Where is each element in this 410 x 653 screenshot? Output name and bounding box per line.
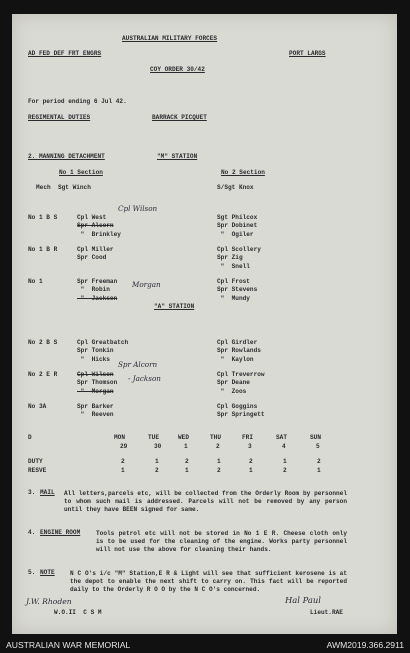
m-station-crew-member: Cpl West	[77, 214, 107, 221]
org-heading: AUSTRALIAN MILITARY FORCES	[122, 35, 218, 42]
lieut-rank: Lieut.RAE	[310, 609, 343, 616]
barrack-picquet: BARRACK PICQUET	[152, 114, 207, 121]
a-station-crew-member: Spr Barker	[77, 403, 114, 410]
footer-source: AUSTRALIAN WAR MEMORIAL	[6, 640, 131, 650]
m-station-post-label: No 1 B R	[28, 246, 58, 253]
a-station-crew-member: Spr Tonkin	[77, 347, 114, 355]
sgt-knox: S/Sgt Knox	[217, 184, 254, 191]
day-header: TUE	[148, 434, 159, 441]
m-station-crew-member: " Jackson	[77, 294, 118, 302]
m-station-relief-member: Spr Dobinet	[217, 222, 258, 230]
a-station-crew-member: Spr Thomson	[77, 379, 118, 387]
m-station-post-label: No 1	[28, 278, 43, 285]
duty-count: 1	[155, 458, 159, 465]
signature-right: Hal Paul	[285, 595, 321, 605]
duty-count: 2	[121, 458, 125, 465]
section-2-heading: No 2 Section	[221, 169, 265, 176]
reserve-count: 2	[217, 467, 221, 474]
day-header: SAT	[276, 434, 287, 441]
duty-count: 2	[249, 458, 253, 465]
note-number: 3.	[28, 489, 36, 496]
m-station-relief-member: Cpl Scollery	[217, 246, 261, 253]
reserve-count: 1	[185, 467, 189, 474]
m-station-relief-member: " Ogiler	[217, 230, 254, 238]
day-date: 1	[184, 443, 188, 450]
note-title: MAIL	[40, 489, 55, 496]
day-date: 30	[154, 443, 162, 450]
a-station-crew-member: " Reeven	[77, 411, 114, 419]
reserve-count: 2	[283, 467, 287, 474]
note-title: NOTE	[40, 569, 55, 576]
unit-name: AD FED DEF FRT ENGRS	[28, 50, 102, 57]
reserve-count: 1	[317, 467, 321, 474]
a-station-crew-member: Cpl Wilson	[77, 371, 114, 378]
signature-left: J.W. Rhoden	[26, 597, 72, 606]
handwritten-morgan: Morgan	[132, 280, 161, 289]
detachment-heading: 2. MANNING DETACHMENT	[28, 153, 105, 160]
a-station-crew-member: " Hicks	[77, 355, 110, 363]
a-station-relief-member: Spr Springett	[217, 411, 265, 419]
duty-count: 2	[317, 458, 321, 465]
m-station-crew-member: " Robin	[77, 286, 110, 294]
m-station-relief-member: " Mundy	[217, 294, 250, 302]
reserve-count: 1	[121, 467, 125, 474]
reserve-count: 2	[155, 467, 159, 474]
m-station-relief-member: " Snell	[217, 262, 250, 270]
duty-count: 2	[185, 458, 189, 465]
a-station-heading: "A" STATION	[154, 303, 195, 310]
period-line: For period ending 6 Jul 42.	[28, 98, 127, 105]
a-station-relief-member: Spr Rowlands	[217, 347, 261, 355]
m-station-crew-member: Spr Alcorn	[77, 222, 114, 230]
day-header: MON	[114, 434, 125, 441]
note-number: 5.	[28, 569, 36, 576]
m-station-relief-member: Spr Zig	[217, 254, 243, 262]
section-1-heading: No 1 Section	[59, 169, 103, 176]
note-number: 4.	[28, 529, 36, 536]
a-station-relief-member: Cpl Girdler	[217, 339, 258, 346]
duty-label: DUTY	[28, 458, 43, 465]
a-station-relief-member: Cpl Treverrow	[217, 371, 265, 378]
a-station-relief-member: Cpl Goggins	[217, 403, 258, 410]
m-station-relief-member: Cpl Frost	[217, 278, 250, 285]
a-station-relief-member: Spr Deane	[217, 379, 250, 387]
day-header: SUN	[310, 434, 321, 441]
day-header: WED	[178, 434, 189, 441]
day-date: 4	[282, 443, 286, 450]
handwritten-wilson: Cpl Wilson	[118, 204, 158, 213]
m-station-post-label: No 1 B S	[28, 214, 58, 221]
a-station-relief-member: " Kaylon	[217, 355, 254, 363]
handwritten-jackson: - Jackson	[128, 374, 161, 383]
m-station-crew-member: Spr Cood	[77, 254, 107, 262]
m-station-relief-member: Spr Stevens	[217, 286, 258, 294]
document-page	[12, 14, 397, 634]
duty-count: 1	[283, 458, 287, 465]
footer-accession: AWM2019.366.2911	[326, 640, 404, 650]
duty-count: 1	[217, 458, 221, 465]
location-name: PORT LARGS	[289, 50, 326, 57]
order-number: COY ORDER 30/42	[150, 66, 205, 73]
day-date: 3	[248, 443, 252, 450]
note-text: All letters,parcels etc, will be collected from the Orderly Room by personnel to whom such mail is addressed. Parcels will not be removed by any person until they have BEEN signed for same.	[64, 490, 347, 514]
m-station-relief-member: Sgt Philcox	[217, 214, 258, 221]
m-station-heading: "M" STATION	[157, 153, 198, 160]
regimental-duties: REGIMENTAL DUTIES	[28, 114, 91, 121]
day-date: 29	[120, 443, 128, 450]
a-station-post-label: No 2 B S	[28, 339, 58, 346]
day-header: THU	[210, 434, 221, 441]
a-station-crew-member: Cpl Greatbatch	[77, 339, 129, 346]
note-text: N C O's i/c "M" Station,E R & Light will see that sufficient kerosene is at the depot to enable the next shift to carry on. This fact will be reported daily to the Orderly R O O by the N C O's concerned.	[70, 570, 347, 594]
day-date: 5	[316, 443, 320, 450]
day-header: FRI	[242, 434, 253, 441]
duty-row-label: D	[28, 434, 32, 441]
a-station-crew-member: " Morgan	[77, 387, 114, 395]
m-station-crew-member: " Brinkley	[77, 230, 121, 238]
footer-bar	[0, 637, 410, 653]
handwritten-alcorn: Spr Alcorn	[118, 360, 158, 369]
m-station-crew-member: Cpl Miller	[77, 246, 114, 253]
note-text: Tools petrol etc will not be stored in No 1 E R. Cheese cloth only is to be used for the cleaning of the engine. Works party personnel will not use the above for cleaning their hands.	[96, 530, 347, 554]
a-station-relief-member: " Zoos	[217, 387, 247, 395]
mech-line: Mech Sgt Winch	[36, 184, 91, 191]
m-station-crew-member: Spr Freeman	[77, 278, 118, 285]
reserve-count: 1	[249, 467, 253, 474]
wo-rank: W.O.II C S M	[54, 609, 102, 616]
a-station-post-label: No 2 E R	[28, 371, 58, 378]
note-title: ENGINE ROOM	[40, 529, 81, 536]
day-date: 2	[216, 443, 220, 450]
a-station-post-label: No 3A	[28, 403, 47, 410]
reserve-label: RESVE	[28, 467, 47, 474]
